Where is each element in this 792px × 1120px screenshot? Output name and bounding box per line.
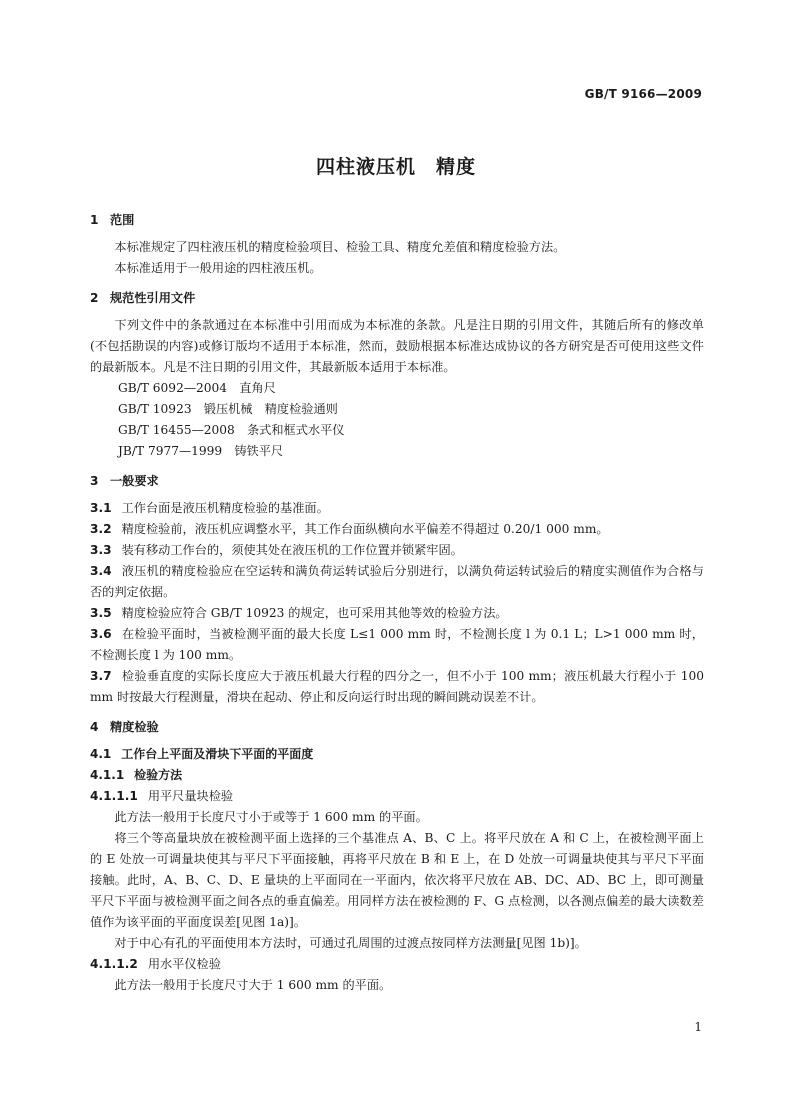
clause-text: 工作台面是液压机精度检验的基准面。 — [121, 501, 329, 515]
subsection-heading — [90, 744, 704, 765]
subsection-number: 4.1 — [90, 747, 112, 761]
section-title: 精度检验 — [110, 720, 159, 734]
clause — [90, 786, 704, 807]
section-title: 规范性引用文件 — [110, 291, 196, 305]
section-heading-general — [90, 471, 704, 492]
clause-number: 4.1.1.2 — [90, 957, 138, 971]
clause-number: 3.1 — [90, 501, 112, 515]
clause-text: 液压机的精度检验应在空运转和满负荷运转试验后分别进行，以满负荷运转试验后的精度实测值作为合格与否的判定依据。 — [90, 564, 704, 599]
clause — [90, 561, 704, 603]
clause-text: 用平尺量块检验 — [147, 789, 234, 803]
clause — [90, 624, 704, 666]
paragraph: 此方法一般用于长度尺寸大于 1 600 mm 的平面。 — [114, 978, 392, 992]
reference-item: JB/T 7977—1999 铸铁平尺 — [118, 444, 284, 458]
paragraph: 对于中心有孔的平面使用本方法时，可通过孔周围的过渡点按同样方法测量[见图 1b)]。 — [114, 936, 587, 950]
clause-text: 装有移动工作台的，须使其处在液压机的工作位置并锁紧牢固。 — [121, 543, 463, 557]
clause-number: 4.1.1.1 — [90, 789, 138, 803]
paragraph: 本标准适用于一般用途的四柱液压机。 — [114, 261, 322, 275]
clause — [90, 540, 704, 561]
clause-text: 用水平仪检验 — [147, 957, 221, 971]
section-number: 1 — [90, 213, 99, 227]
clause — [90, 519, 704, 540]
reference-item: GB/T 16455—2008 条式和框式水平仪 — [118, 423, 345, 437]
subsection-heading — [90, 765, 704, 786]
paragraph: 本标准规定了四柱液压机的精度检验项目、检验工具、精度允差值和精度检验方法。 — [114, 240, 566, 254]
clause-number: 3.7 — [90, 669, 112, 683]
clause — [90, 666, 704, 708]
clause — [90, 603, 704, 624]
section-number: 3 — [90, 474, 99, 488]
clause-text: 在检验平面时，当被检测平面的最大长度 L≤1 000 mm 时，不检测长度 l 为 0.1 L；L>1 000 mm 时，不检测长度 l 为 100 mm。 — [90, 627, 704, 662]
document-body — [90, 210, 704, 996]
section-heading-accuracy — [90, 717, 704, 738]
section-title: 范围 — [110, 213, 135, 227]
subsection-number: 4.1.1 — [90, 768, 125, 782]
clause-number: 3.5 — [90, 606, 112, 620]
clause-number: 3.6 — [90, 627, 112, 641]
clause-text: 检验垂直度的实际长度应大于液压机最大行程的四分之一，但不小于 100 mm；液压机最大行程小于 100 mm 时按最大行程测量，滑块在起动、停止和反向运行时出现的瞬间跳动误差不计。 — [90, 669, 704, 704]
document-title: 四柱液压机 精度 — [315, 156, 476, 178]
section-heading-scope — [90, 210, 704, 231]
subsection-title: 工作台上平面及滑块下平面的平面度 — [121, 747, 314, 761]
section-number: 2 — [90, 291, 99, 305]
subsection-title: 检验方法 — [134, 768, 183, 782]
clause — [90, 954, 704, 975]
standard-code: GB/T 9166—2009 — [584, 87, 702, 101]
page-number: 1 — [694, 1020, 702, 1034]
paragraph: 此方法一般用于长度尺寸小于或等于 1 600 mm 的平面。 — [114, 810, 428, 824]
section-heading-references — [90, 288, 704, 309]
reference-item: GB/T 10923 锻压机械 精度检验通则 — [118, 402, 338, 416]
clause-number: 3.3 — [90, 543, 112, 557]
reference-item: GB/T 6092—2004 直角尺 — [118, 381, 276, 395]
section-number: 4 — [90, 720, 99, 734]
section-title: 一般要求 — [110, 474, 159, 488]
clause-number: 3.2 — [90, 522, 112, 536]
clause-number: 3.4 — [90, 564, 112, 578]
clause-text: 精度检验前，液压机应调整水平，其工作台面纵横向水平偏差不得超过 0.20/1 000 mm。 — [121, 522, 609, 536]
paragraph: 将三个等高量块放在被检测平面上选择的三个基准点 A、B、C 上。将平尺放在 A 和 C 上，在被检测平面上的 E 处放一可调量块使其与平尺下平面接触，再将平尺放在 B 和 E 上，在 D 处放一可调量块使其与平尺下平面接触。此时，A、B、C、D、E 量块的上平面同在一平面内，依次将平尺放在 AB、DC、AD、BC 上，即可测量平尺下平面与被检测平面之间各点的垂直偏差。用同样方法在被检测的 F、G 点检测，以各测点偏差的最大读数差值作为该平面的平面度误差[见图 1a)]。 — [90, 831, 704, 929]
paragraph: 下列文件中的条款通过在本标准中引用而成为本标准的条款。凡是注日期的引用文件，其随后所有的修改单(不包括勘误的内容)或修订版均不适用于本标准，然而，鼓励根据本标准达成协议的各方研究是否可使用这些文件的最新版本。凡是不注日期的引用文件，其最新版本适用于本标准。 — [90, 318, 704, 374]
clause-text: 精度检验应符合 GB/T 10923 的规定，也可采用其他等效的检验方法。 — [121, 606, 508, 620]
clause — [90, 498, 704, 519]
